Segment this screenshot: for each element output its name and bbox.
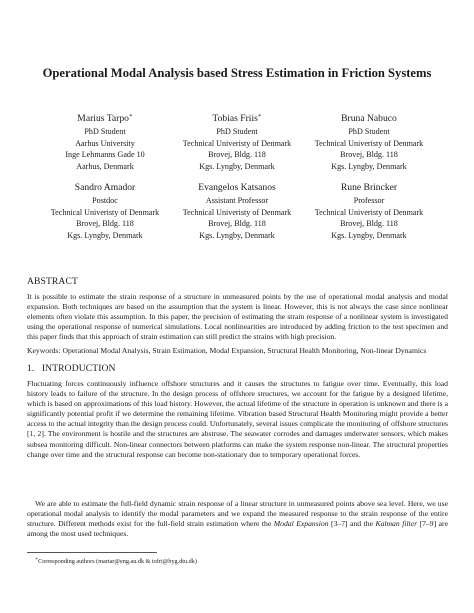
author-city: Kgs. Lyngby, Denmark [67,230,143,240]
author-address: Brovej, Bldg. 118 [340,219,398,229]
author-mark: ∗ [257,113,262,119]
author-name: Rune Brincker [340,182,398,194]
author-name: Sandro Amador [74,182,136,194]
author-affiliation: Aarhus University [75,138,135,148]
author-block [30,179,180,242]
footnote-mark: ∗ [35,556,39,561]
author-affiliation: Technical Univeristy of Denmark [314,207,424,217]
author-name: Marius Tarpo∗ [77,113,133,125]
author-mark: ∗ [128,113,133,119]
modal-expansion-term: Modal Expansion [273,519,329,529]
author-address: Inge Lehmanns Gade 10 [65,150,145,160]
author-position: PhD Student [84,127,126,137]
intro-paragraph-2: We are able to estimate the full-field dynamic strain response of a linear structure in unmeasured points above sea level. Here, we use operational modal analysis to identify the modal parameters and we expand the measured response to the strain response of the entire structure. Different methods exist for the full-field strain estimation where the Modal Expansion [3–7] and the Kalman filter [7–9] are among the most used techniques. [27,499,448,539]
introduction-heading: 1. INTRODUCTION [27,363,116,374]
author-position: Professor [353,196,385,206]
author-name: Evangelos Katsanos [198,182,276,194]
kalman-filter-term: Kalman filter [375,519,418,529]
author-affiliation: Technical Univeristy of Denmark [50,207,160,217]
author-city: Kgs. Lyngby, Denmark [199,161,275,171]
author-address: Brovej, Bldg. 118 [76,219,134,229]
author-address: Brovej, Bldg. 118 [208,219,266,229]
author-city: Kgs. Lyngby, Denmark [331,230,407,240]
author-city: Kgs. Lyngby, Denmark [199,230,275,240]
author-position: PhD Student [348,127,390,137]
author-address: Brovej, Bldg. 118 [340,150,398,160]
author-affiliation: Technical Univeristy of Denmark [182,207,292,217]
author-block [162,179,312,242]
abstract-heading: ABSTRACT [27,276,78,287]
author-address: Brovej, Bldg. 118 [208,150,266,160]
author-city: Aarhus, Denmark [76,161,134,171]
author-block [294,110,444,173]
footnote-rule [27,552,157,553]
author-position: Postdoc [92,196,118,206]
keywords: Keywords: Operational Modal Analysis, Strain Estimation, Modal Expansion, Structural Health Monitoring, Non-linear Dynamics [27,346,427,355]
author-affiliation: Technical Univeristy of Denmark [182,138,292,148]
author-block [30,110,180,173]
footnote [35,555,197,566]
intro-paragraph-1: Fluctuating forces continuously influence offshore structures and it causes the structures to fatigue over time. Eventually, this load history leads to failure of the structure. In the design process of offshore structures, we account for the fatigue by a designed lifetime, which is based on approximations of this load history. However, the actual lifetime of the structure in operation is unknown and there is a significantly potential profit if we determine the remaining lifetime. Vibration based Structural Health Monitoring might provide a better access to the actual integrity than the design process could. Unfortunately, several issues complicate the monitoring of offshore structures [1, 2]. The environment is hostile and the structures are abstruse. The seawater corrodes and damages underwater sensors, which makes subsea monitoring difficult. Non-linear connectors between platforms can make the system response non-linear. The structural properties change over time and the structural response can become non-stationary due to temporary operational forces. [27,379,448,459]
author-position: PhD Student [216,127,258,137]
author-affiliation: Technical Univeristy of Denmark [314,138,424,148]
paper-title: Operational Modal Analysis based Stress Estimation in Friction Systems [42,66,432,80]
author-position: Assistant Professor [205,196,269,206]
author-city: Kgs. Lyngby, Denmark [331,161,407,171]
author-name: Tobias Friis∗ [212,113,262,125]
footnote-text: Corresponding authors (martar@eng.au.dk & tofri@byg.dtu.dk) [38,558,197,566]
author-block [294,179,444,242]
abstract-text: It is possible to estimate the strain response of a structure in unmeasured points by the use of operational modal analysis and modal expansion. Both techniques are based on the assumption that the system is linear. However, this is not always the case since nonlinear elements often violate this assumption. In this paper, the precision of estimating the strain response of a nonlinear system is investigated using the operational response of numerical simulations. Local nonlinearities are introduced by adding friction to the test specimen and this paper finds that this approach of strain estimation can still predict the strains with high precision. [27,292,448,342]
author-name: Bruna Nabuco [341,113,397,125]
author-block [162,110,312,173]
